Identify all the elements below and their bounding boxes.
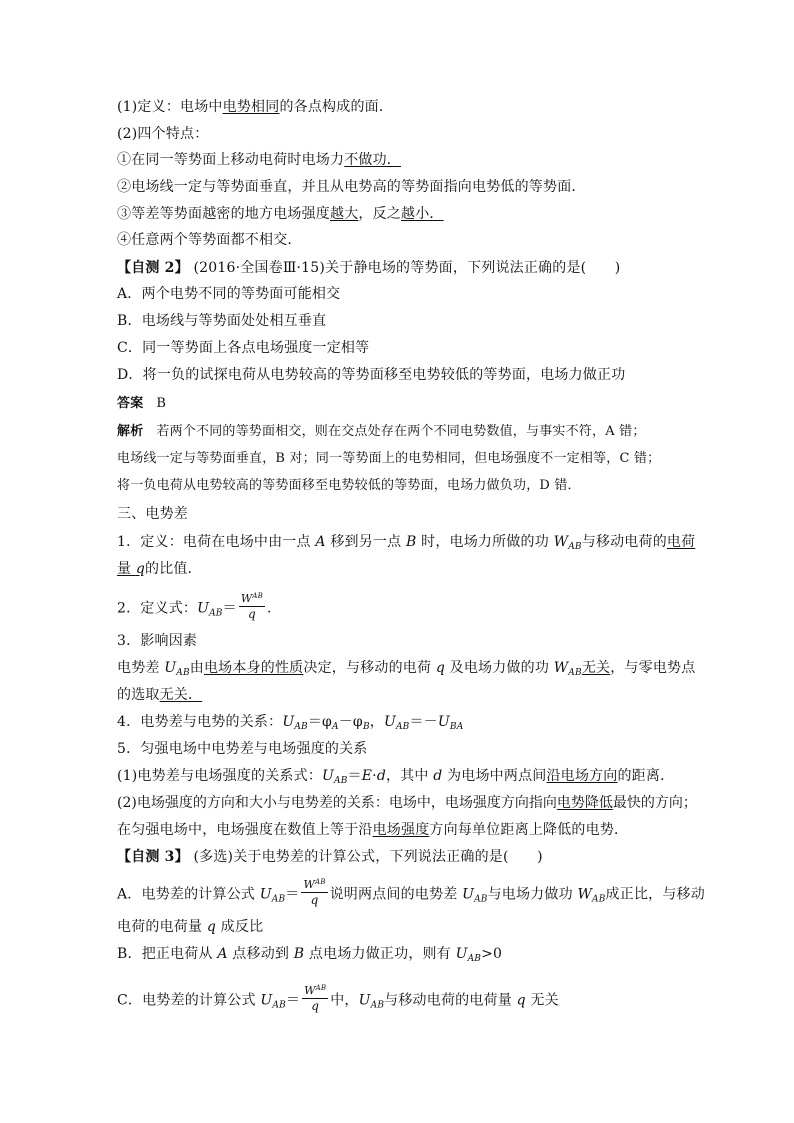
- definition-formula: 2．定义式：$U_{AB}=$ $\frac{W^{AB}}{q}$ .: [117, 592, 272, 621]
- analysis-line-3: 将一负电荷从电势较高的等势面移至电势较低的等势面，电场力做负功，D 错．: [117, 478, 581, 493]
- uniform-field-line-3: 在匀强电场中，电场强度在数值上等于沿电场强度方向每单位距离上降低的电势．: [117, 822, 629, 838]
- quiz-2-option-a: A．两个电势不同的等势面可能相交: [117, 286, 341, 302]
- potential-diff-def: 1．定义：电荷在电场中由一点 A 移到另一点 B 时，电场力所做的功 $W_{AB}$与移动电荷的电荷: [117, 534, 696, 552]
- feature-1: ①在同一等势面上移动电荷时电场力不做功．: [117, 152, 402, 168]
- fraction: $\frac{W^{AB}}{q}$: [303, 878, 326, 907]
- potential-diff-def-cont: 量 q的比值．: [117, 561, 202, 577]
- quiz-3-option-c: C．电势差的计算公式 $U_{AB}=$ $\frac{W^{AB}}{q}$ 中，$U_{AB}$与移动电荷的电荷量 q 无关: [117, 984, 559, 1013]
- feature-2: ②电场线一定与等势面垂直，并且从电势高的等势面指向电势低的等势面．: [117, 179, 586, 195]
- relation-line: 4．电势差与电势的关系：$U_{AB}=\varphi_A-\varphi_B$，$U_{AB}=-U_{BA}$: [117, 714, 464, 732]
- features-heading: (2)四个特点：: [117, 126, 209, 142]
- section-heading: 三、电势差: [117, 506, 188, 522]
- factors-line: 电势差 $U_{AB}$由电场本身的性质决定，与移动的电荷 q 及电场力做的功 $W_{AB}$无关，与零电势点: [117, 660, 696, 678]
- factors-heading: 3．影响因素: [117, 633, 198, 649]
- quiz-3-option-a-cont: 电荷的电荷量 q 成反比: [117, 919, 264, 935]
- answer-line: 答案 B: [117, 396, 167, 411]
- analysis-line-1: 解析 若两个不同的等势面相交，则在交点处存在两个不同电势数值，与事实不符，A 错；: [117, 424, 646, 439]
- uniform-field-heading: 5．匀强电场中电势差与电场强度的关系: [117, 741, 368, 757]
- quiz-2-stem: 【自测 2】 (2016·全国卷Ⅲ·15)关于静电场的等势面，下列说法正确的是( ): [117, 260, 621, 276]
- feature-3: ③等差等势面越密的地方电场强度越大，反之越小．: [117, 206, 444, 222]
- quiz-3-option-a: A．电势差的计算公式 $U_{AB}=$ $\frac{W^{AB}}{q}$ 说明两点间的电势差 $U_{AB}$与电场力做功 $W_{AB}$成正比，与移动: [117, 878, 705, 907]
- fraction: $\frac{W^{AB}}{q}$: [304, 984, 327, 1013]
- quiz-tag: 【自测 3】: [117, 849, 189, 865]
- fraction: $\frac{W^{AB}}{q}$: [240, 592, 263, 621]
- def-line: (1)定义：电场中电势相同的各点构成的面．: [117, 99, 394, 115]
- quiz-3-stem: 【自测 3】 (多选)关于电势差的计算公式，下列说法正确的是( ): [117, 849, 543, 865]
- uniform-field-line-1: (1)电势差与电场强度的关系式：$U_{AB}=E\cdot d$，其中 d 为电场中两点间沿电场方向的距离．: [117, 768, 675, 786]
- factors-line-cont: 的选取无关．: [117, 687, 203, 703]
- feature-4: ④任意两个等势面都不相交．: [117, 232, 302, 248]
- quiz-3-option-b: B．把正电荷从 A 点移动到 B 点电场力做正功，则有 $U_{AB}>0$: [117, 946, 503, 964]
- uniform-field-line-2: (2)电场强度的方向和大小与电势差的关系：电场中，电场强度方向指向电势降低最快的方向；: [117, 795, 697, 811]
- quiz-2-option-d: D．将一负的试探电荷从电势较高的等势面移至电势较低的等势面，电场力做正功: [117, 367, 626, 383]
- quiz-2-option-b: B．电场线与等势面处处相互垂直: [117, 313, 327, 329]
- quiz-tag: 【自测 2】: [117, 260, 189, 276]
- quiz-2-option-c: C．同一等势面上各点电场强度一定相等: [117, 340, 370, 356]
- analysis-line-2: 电场线一定与等势面垂直，B 对；同一等势面上的电势相同，但电场强度不一定相等，C 错；: [117, 451, 661, 466]
